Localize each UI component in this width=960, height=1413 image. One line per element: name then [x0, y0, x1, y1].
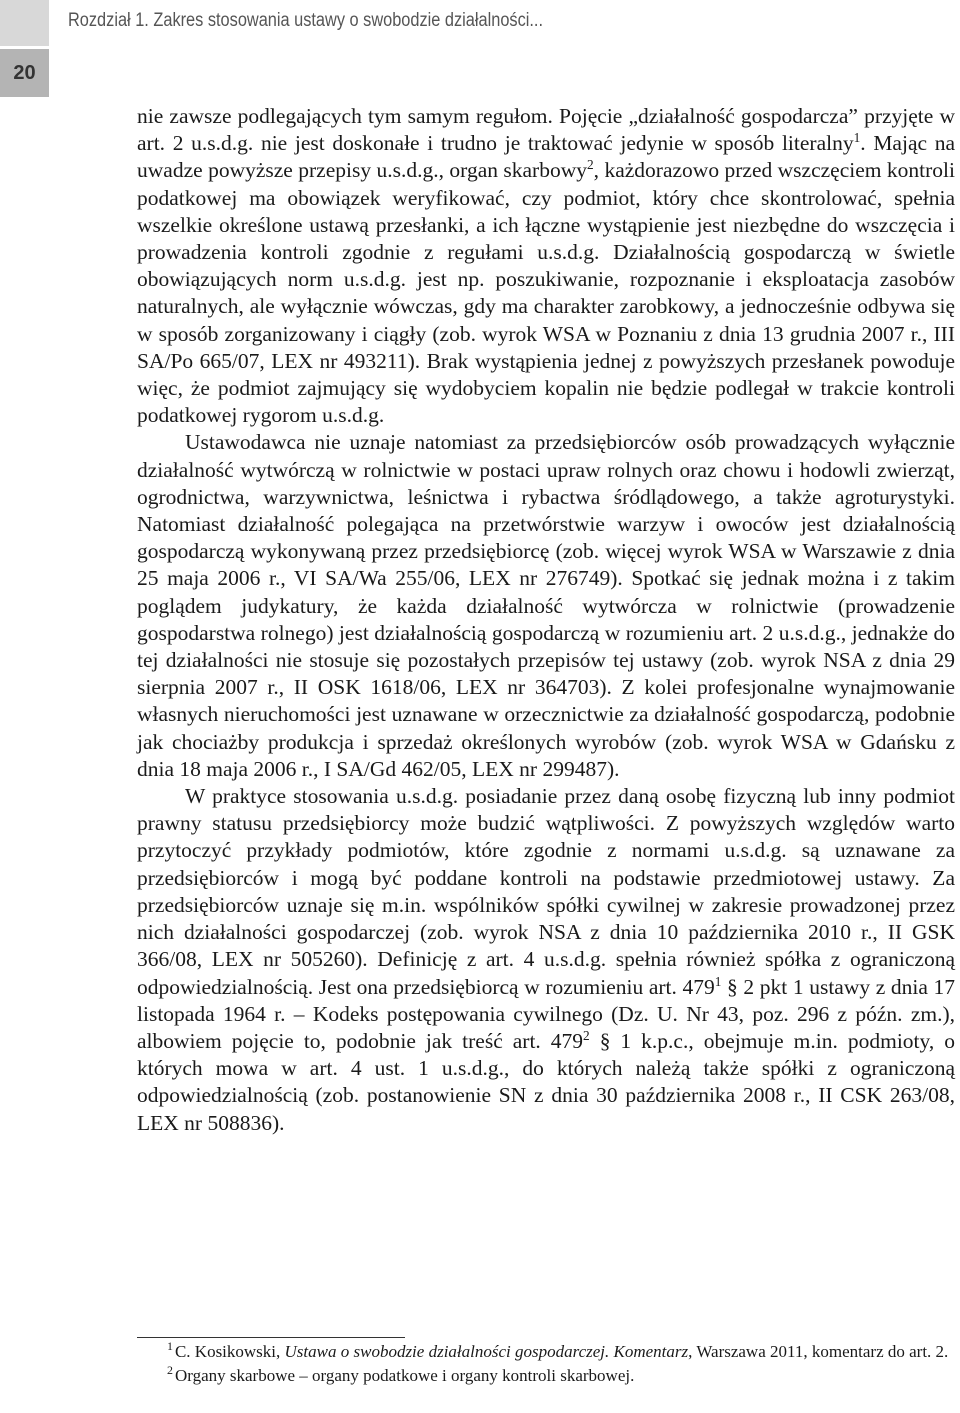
footnote-1 [137, 1339, 955, 1363]
footnote-divider [137, 1337, 405, 1338]
footnote-ref-1[interactable]: 1 [853, 130, 861, 146]
footnote-ref-2[interactable]: 2 [587, 157, 594, 173]
paragraph-1-text-c: , każdorazowo przed wszczęciem kontroli podatkowej ma obowiązek weryfikować, czy podmiot, który chce skontrolować, spełnia wszelkie określone ustawą przesłanki, a ich łączne wystąpienie jest niezbędne do wszczęcia i prowadzenia kontroli zgodnie z regułami u.s.d.g. Działalnością gospodarczą w świetle obowiązujących norm u.s.d.g. jest np. poszukiwanie, rozpoznanie i eksploatacja zasobów naturalnych, ale wyłącznie wówczas, gdy ma charakter zarobkowy, a jednocześnie odbywa się w sposób zorganizowany i ciągły (zob. wyrok WSA w Poznaniu z dnia 13 grudnia 2007 r., III SA/Po 665/07, LEX nr 493211). Brak wystąpienia jednej z powyższych przesłanek powoduje więc, że podmiot zajmujący się wydobyciem kopalin nie będzie podlegał w trakcie kontroli podatkowej rygorom u.s.d.g. [137, 158, 955, 428]
footnote-2-number: 2 [167, 1362, 173, 1377]
footnote-1-rest: , Warszawa 2011, komentarz do art. 2. [688, 1342, 949, 1361]
paragraph-1 [137, 103, 955, 429]
footnote-1-number: 1 [167, 1339, 173, 1354]
paragraph-3-text-c: § 1 k.p.c., obejmuje m.in. podmioty, o których mowa w art. 4 ust. 1 u.s.d.g., do których należą także spółki z ograniczoną odpowiedzialnością (zob. postanowienie SN z dnia 30 października 2008 r., II CSK 263/08, LEX nr 508836). [137, 1028, 955, 1135]
paragraph-1-text-a: nie zawsze podlegających tym samym regułom. Pojęcie „działalność gospodarcza” przyjęte w art. 2 u.s.d.g. nie jest doskonałe i trudno je traktować jedynie w sposób literalny [137, 104, 955, 156]
article-superscript-2: 2 [583, 1027, 590, 1043]
footnote-1-title: Ustawa o swobodzie działalności gospodarczej. Komentarz [284, 1342, 689, 1361]
footnote-2 [137, 1362, 955, 1387]
article-superscript-1: 1 [714, 973, 722, 989]
running-head [0, 0, 960, 46]
paragraph-3 [137, 783, 955, 1137]
paragraph-1-text-b: . Mając na uwadze powyższe przepisy u.s.d.g., organ skarbowy [137, 131, 956, 183]
footnote-1-author: C. Kosikowski, [174, 1342, 285, 1361]
running-title: Rozdział 1. Zakres stosowania ustawy o swobodzie działalności... [68, 10, 544, 31]
paragraph-3-text-b: § 2 pkt 1 ustawy z dnia 17 listopada 1964 r. – Kodeks postępowania cywilnego (Dz. U. Nr 43, poz. 296 z późn. zm.), albowiem pojęcie to, podobnie jak treść art. 479 [137, 974, 955, 1053]
paragraph-3-text-a: W praktyce stosowania u.s.d.g. posiadanie przez daną osobę fizyczną lub inny podmiot prawny statusu przedsiębiorcy może budzić wątpliwości. Z powyższych względów warto przytoczyć przykłady podmiotów, które zgodnie z normami u.s.d.g. są uznawane za przedsiębiorców i mogą być poddane kontroli na podstawie przedmiotowej ustawy. Za przedsiębiorców uznaje się m.in. wspólników spółki cywilnej w zakresie prowadzonej przez nich działalności gospodarczej (zob. wyrok NSA z dnia 10 października 2010 r., II GSK 366/08, LEX nr 505260). Definicję z art. 4 u.s.d.g. spełnia również spółka z ograniczoną odpowiedzialnością. Jest ona przedsiębiorcą w rozumieniu art. 479 [137, 784, 955, 999]
footnotes [137, 1339, 955, 1389]
header-bar [0, 0, 49, 46]
body-text [137, 103, 955, 1137]
page-number: 20 [0, 49, 49, 97]
footnote-2-text: Organy skarbowe – organy podatkowe i organy kontroli skarbowej. [174, 1365, 635, 1385]
paragraph-2: Ustawodawca nie uznaje natomiast za przedsiębiorców osób prowadzących wyłącznie działalność wytwórczą w rolnictwie w postaci upraw rolnych oraz chowu i hodowli zwierząt, ogrodnictwa, warzywnictwa, leśnictwa i rybactwa śródlądowego, a także agroturystyki. Natomiast działalność polegająca na przetwórstwie warzyw i owoców jest działalnością gospodarczą wykonywaną przez przedsiębiorcę (zob. więcej wyrok WSA w Warszawie z dnia 25 maja 2006 r., VI SA/Wa 255/06, LEX nr 276749). Spotkać się jednak można i z takim poglądem judykatury, że każda działalność wytwórcza w rolnictwie (prowadzenie gospodarstwa rolnego) jest działalnością gospodarczą w rozumieniu art. 2 u.s.d.g., jednakże do tej działalności nie stosuje się pozostałych przepisów tej ustawy (zob. wyrok NSA z dnia 29 sierpnia 2007 r., II OSK 1618/06, LEX nr 364703). Z kolei profesjonalne wynajmowanie własnych nieruchomości jest uznawane w orzecznictwie za działalność gospodarczą, podobnie jak chociażby produkcja i sprzedaż określonych wyrobów (zob. wyrok WSA w Gdańsku z dnia 18 maja 2006 r., I SA/Gd 462/05, LEX nr 299487). [137, 430, 955, 781]
